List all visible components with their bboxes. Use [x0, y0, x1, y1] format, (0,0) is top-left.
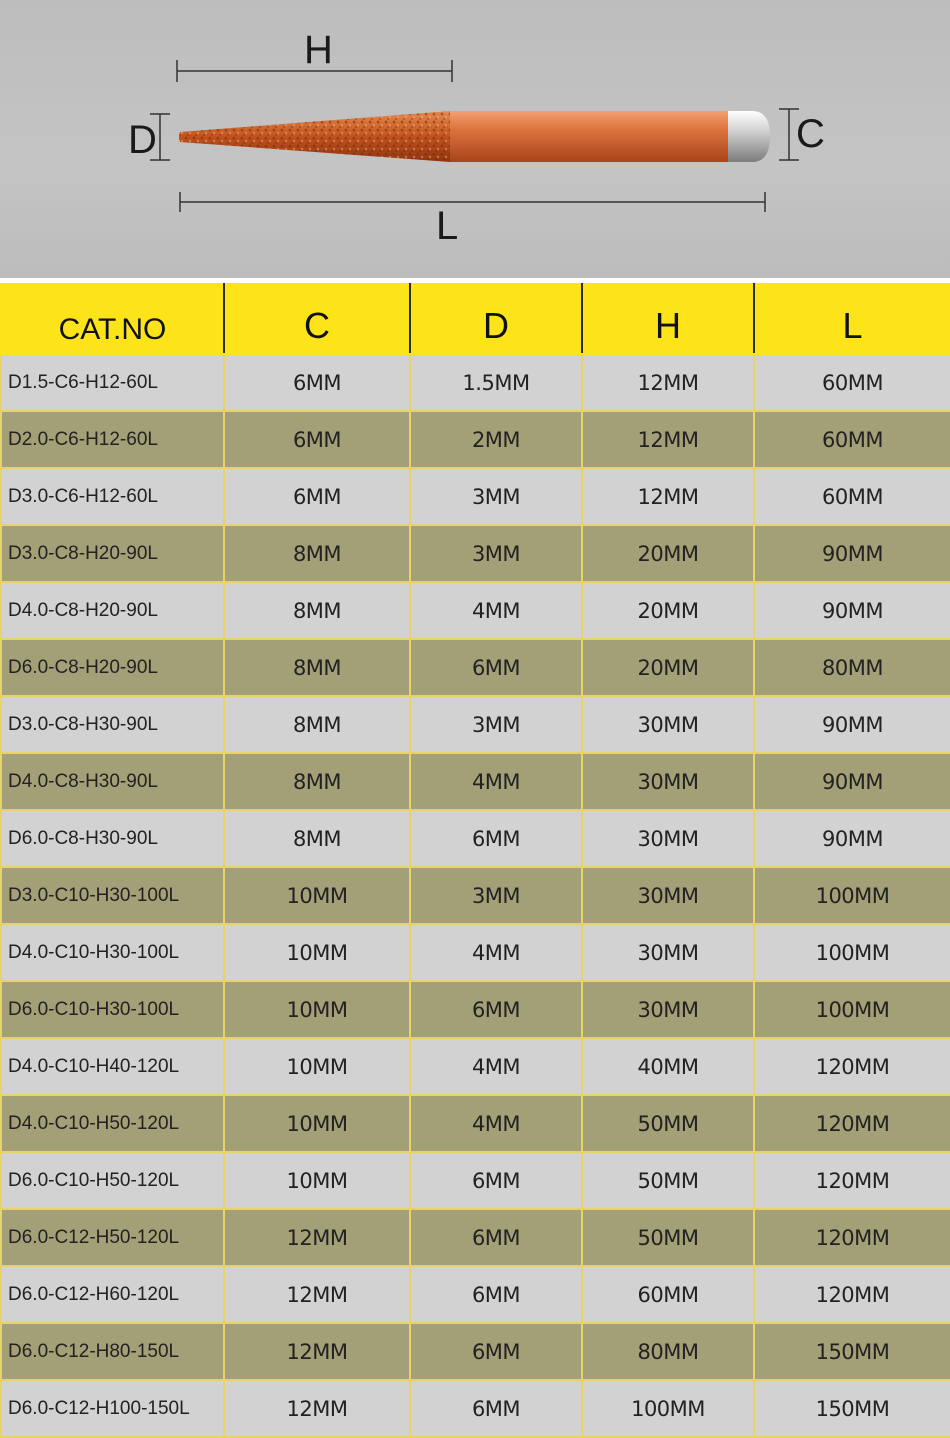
l-cell: 90MM — [754, 753, 950, 810]
c-cell: 8MM — [224, 753, 410, 810]
h-cell: 40MM — [582, 1038, 754, 1095]
table-row — [1, 867, 950, 924]
tool-shank — [450, 111, 730, 162]
table-row — [1, 1266, 950, 1323]
c-cell: 8MM — [224, 639, 410, 696]
h-cell: 30MM — [582, 924, 754, 981]
d-cell: 6MM — [410, 1209, 582, 1266]
c-cell: 6MM — [224, 411, 410, 468]
header-h: H — [582, 284, 754, 354]
c-cell: 10MM — [224, 1095, 410, 1152]
cat-no-cell: D6.0-C8-H30-90L — [1, 810, 224, 867]
cat-no-cell: D6.0-C12-H60-120L — [1, 1266, 224, 1323]
cat-no-cell: D6.0-C8-H20-90L — [1, 639, 224, 696]
h-cell: 80MM — [582, 1323, 754, 1380]
l-cell: 60MM — [754, 354, 950, 411]
cat-no-cell: D6.0-C12-H80-150L — [1, 1323, 224, 1380]
h-cell: 30MM — [582, 696, 754, 753]
c-cell: 10MM — [224, 867, 410, 924]
cat-no-cell: D6.0-C12-H50-120L — [1, 1209, 224, 1266]
table-row — [1, 582, 950, 639]
cat-no-cell: D4.0-C10-H30-100L — [1, 924, 224, 981]
c-cell: 12MM — [224, 1380, 410, 1437]
table-row — [1, 1095, 950, 1152]
d-cell: 4MM — [410, 582, 582, 639]
d-cell: 3MM — [410, 525, 582, 582]
c-cell: 8MM — [224, 582, 410, 639]
c-label: C — [796, 112, 825, 156]
table-row — [1, 639, 950, 696]
table-row — [1, 924, 950, 981]
h-cell: 20MM — [582, 525, 754, 582]
d-cell: 4MM — [410, 1038, 582, 1095]
cat-no-cell: D6.0-C10-H30-100L — [1, 981, 224, 1038]
d-cell: 4MM — [410, 924, 582, 981]
h-label: H — [304, 28, 333, 72]
l-cell: 150MM — [754, 1380, 950, 1437]
h-cell: 60MM — [582, 1266, 754, 1323]
c-cell: 8MM — [224, 810, 410, 867]
table-row — [1, 696, 950, 753]
table-body — [1, 354, 950, 1437]
table-row — [1, 354, 950, 411]
d-cell: 3MM — [410, 696, 582, 753]
l-cell: 100MM — [754, 924, 950, 981]
d-cell: 6MM — [410, 1323, 582, 1380]
c-cell: 6MM — [224, 354, 410, 411]
cat-no-cell: D1.5-C6-H12-60L — [1, 354, 224, 411]
cat-no-cell: D4.0-C10-H50-120L — [1, 1095, 224, 1152]
l-cell: 120MM — [754, 1095, 950, 1152]
d-cell: 3MM — [410, 867, 582, 924]
table-row — [1, 1380, 950, 1437]
c-cell: 12MM — [224, 1266, 410, 1323]
l-cell: 150MM — [754, 1323, 950, 1380]
l-cell: 90MM — [754, 696, 950, 753]
cat-no-cell: D3.0-C8-H20-90L — [1, 525, 224, 582]
h-cell: 50MM — [582, 1209, 754, 1266]
d-cell: 6MM — [410, 1266, 582, 1323]
c-cell: 8MM — [224, 696, 410, 753]
d-cell: 6MM — [410, 981, 582, 1038]
table-row — [1, 411, 950, 468]
c-cell: 6MM — [224, 468, 410, 525]
l-cell: 90MM — [754, 525, 950, 582]
l-cell: 60MM — [754, 468, 950, 525]
tool-steel-end — [728, 111, 770, 162]
h-cell: 50MM — [582, 1152, 754, 1209]
cat-no-cell: D3.0-C10-H30-100L — [1, 867, 224, 924]
l-cell: 90MM — [754, 582, 950, 639]
c-cell: 10MM — [224, 1038, 410, 1095]
h-cell: 12MM — [582, 354, 754, 411]
l-dimension-line — [180, 192, 765, 212]
table-row — [1, 753, 950, 810]
d-cell: 4MM — [410, 753, 582, 810]
h-cell: 30MM — [582, 753, 754, 810]
cat-no-cell: D3.0-C8-H30-90L — [1, 696, 224, 753]
l-cell: 60MM — [754, 411, 950, 468]
h-cell: 20MM — [582, 639, 754, 696]
table-row — [1, 525, 950, 582]
h-cell: 30MM — [582, 981, 754, 1038]
d-cell: 4MM — [410, 1095, 582, 1152]
d-cell: 3MM — [410, 468, 582, 525]
h-cell: 12MM — [582, 468, 754, 525]
table-row — [1, 1152, 950, 1209]
h-cell: 12MM — [582, 411, 754, 468]
table-header-row — [1, 284, 950, 354]
cat-no-cell: D6.0-C10-H50-120L — [1, 1152, 224, 1209]
table-row — [1, 1209, 950, 1266]
cat-no-cell: D6.0-C12-H100-150L — [1, 1380, 224, 1437]
tool-diagram — [0, 0, 950, 278]
c-cell: 12MM — [224, 1323, 410, 1380]
spec-table — [0, 283, 950, 1438]
l-cell: 120MM — [754, 1152, 950, 1209]
table-row — [1, 981, 950, 1038]
d-cell: 1.5MM — [410, 354, 582, 411]
h-cell: 100MM — [582, 1380, 754, 1437]
d-cell: 6MM — [410, 1152, 582, 1209]
table-row — [1, 1323, 950, 1380]
h-cell: 20MM — [582, 582, 754, 639]
l-cell: 80MM — [754, 639, 950, 696]
header-c: C — [224, 284, 410, 354]
c-cell: 10MM — [224, 981, 410, 1038]
table-row — [1, 468, 950, 525]
l-cell: 100MM — [754, 981, 950, 1038]
c-cell: 10MM — [224, 924, 410, 981]
cat-no-cell: D3.0-C6-H12-60L — [1, 468, 224, 525]
cat-no-cell: D4.0-C8-H30-90L — [1, 753, 224, 810]
header-d: D — [410, 284, 582, 354]
l-cell: 120MM — [754, 1038, 950, 1095]
table-row — [1, 1038, 950, 1095]
d-label: D — [128, 118, 157, 162]
l-label: L — [436, 204, 459, 248]
cat-no-cell: D4.0-C10-H40-120L — [1, 1038, 224, 1095]
cat-no-cell: D4.0-C8-H20-90L — [1, 582, 224, 639]
c-cell: 10MM — [224, 1152, 410, 1209]
d-cell: 6MM — [410, 1380, 582, 1437]
c-cell: 8MM — [224, 525, 410, 582]
table-row — [1, 810, 950, 867]
header-cat-no: CAT.NO — [1, 284, 224, 354]
d-cell: 6MM — [410, 810, 582, 867]
h-cell: 30MM — [582, 867, 754, 924]
l-cell: 90MM — [754, 810, 950, 867]
d-cell: 6MM — [410, 639, 582, 696]
c-cell: 12MM — [224, 1209, 410, 1266]
h-cell: 50MM — [582, 1095, 754, 1152]
cat-no-cell: D2.0-C6-H12-60L — [1, 411, 224, 468]
h-cell: 30MM — [582, 810, 754, 867]
header-l: L — [754, 284, 950, 354]
l-cell: 120MM — [754, 1209, 950, 1266]
l-cell: 100MM — [754, 867, 950, 924]
l-cell: 120MM — [754, 1266, 950, 1323]
d-cell: 2MM — [410, 411, 582, 468]
